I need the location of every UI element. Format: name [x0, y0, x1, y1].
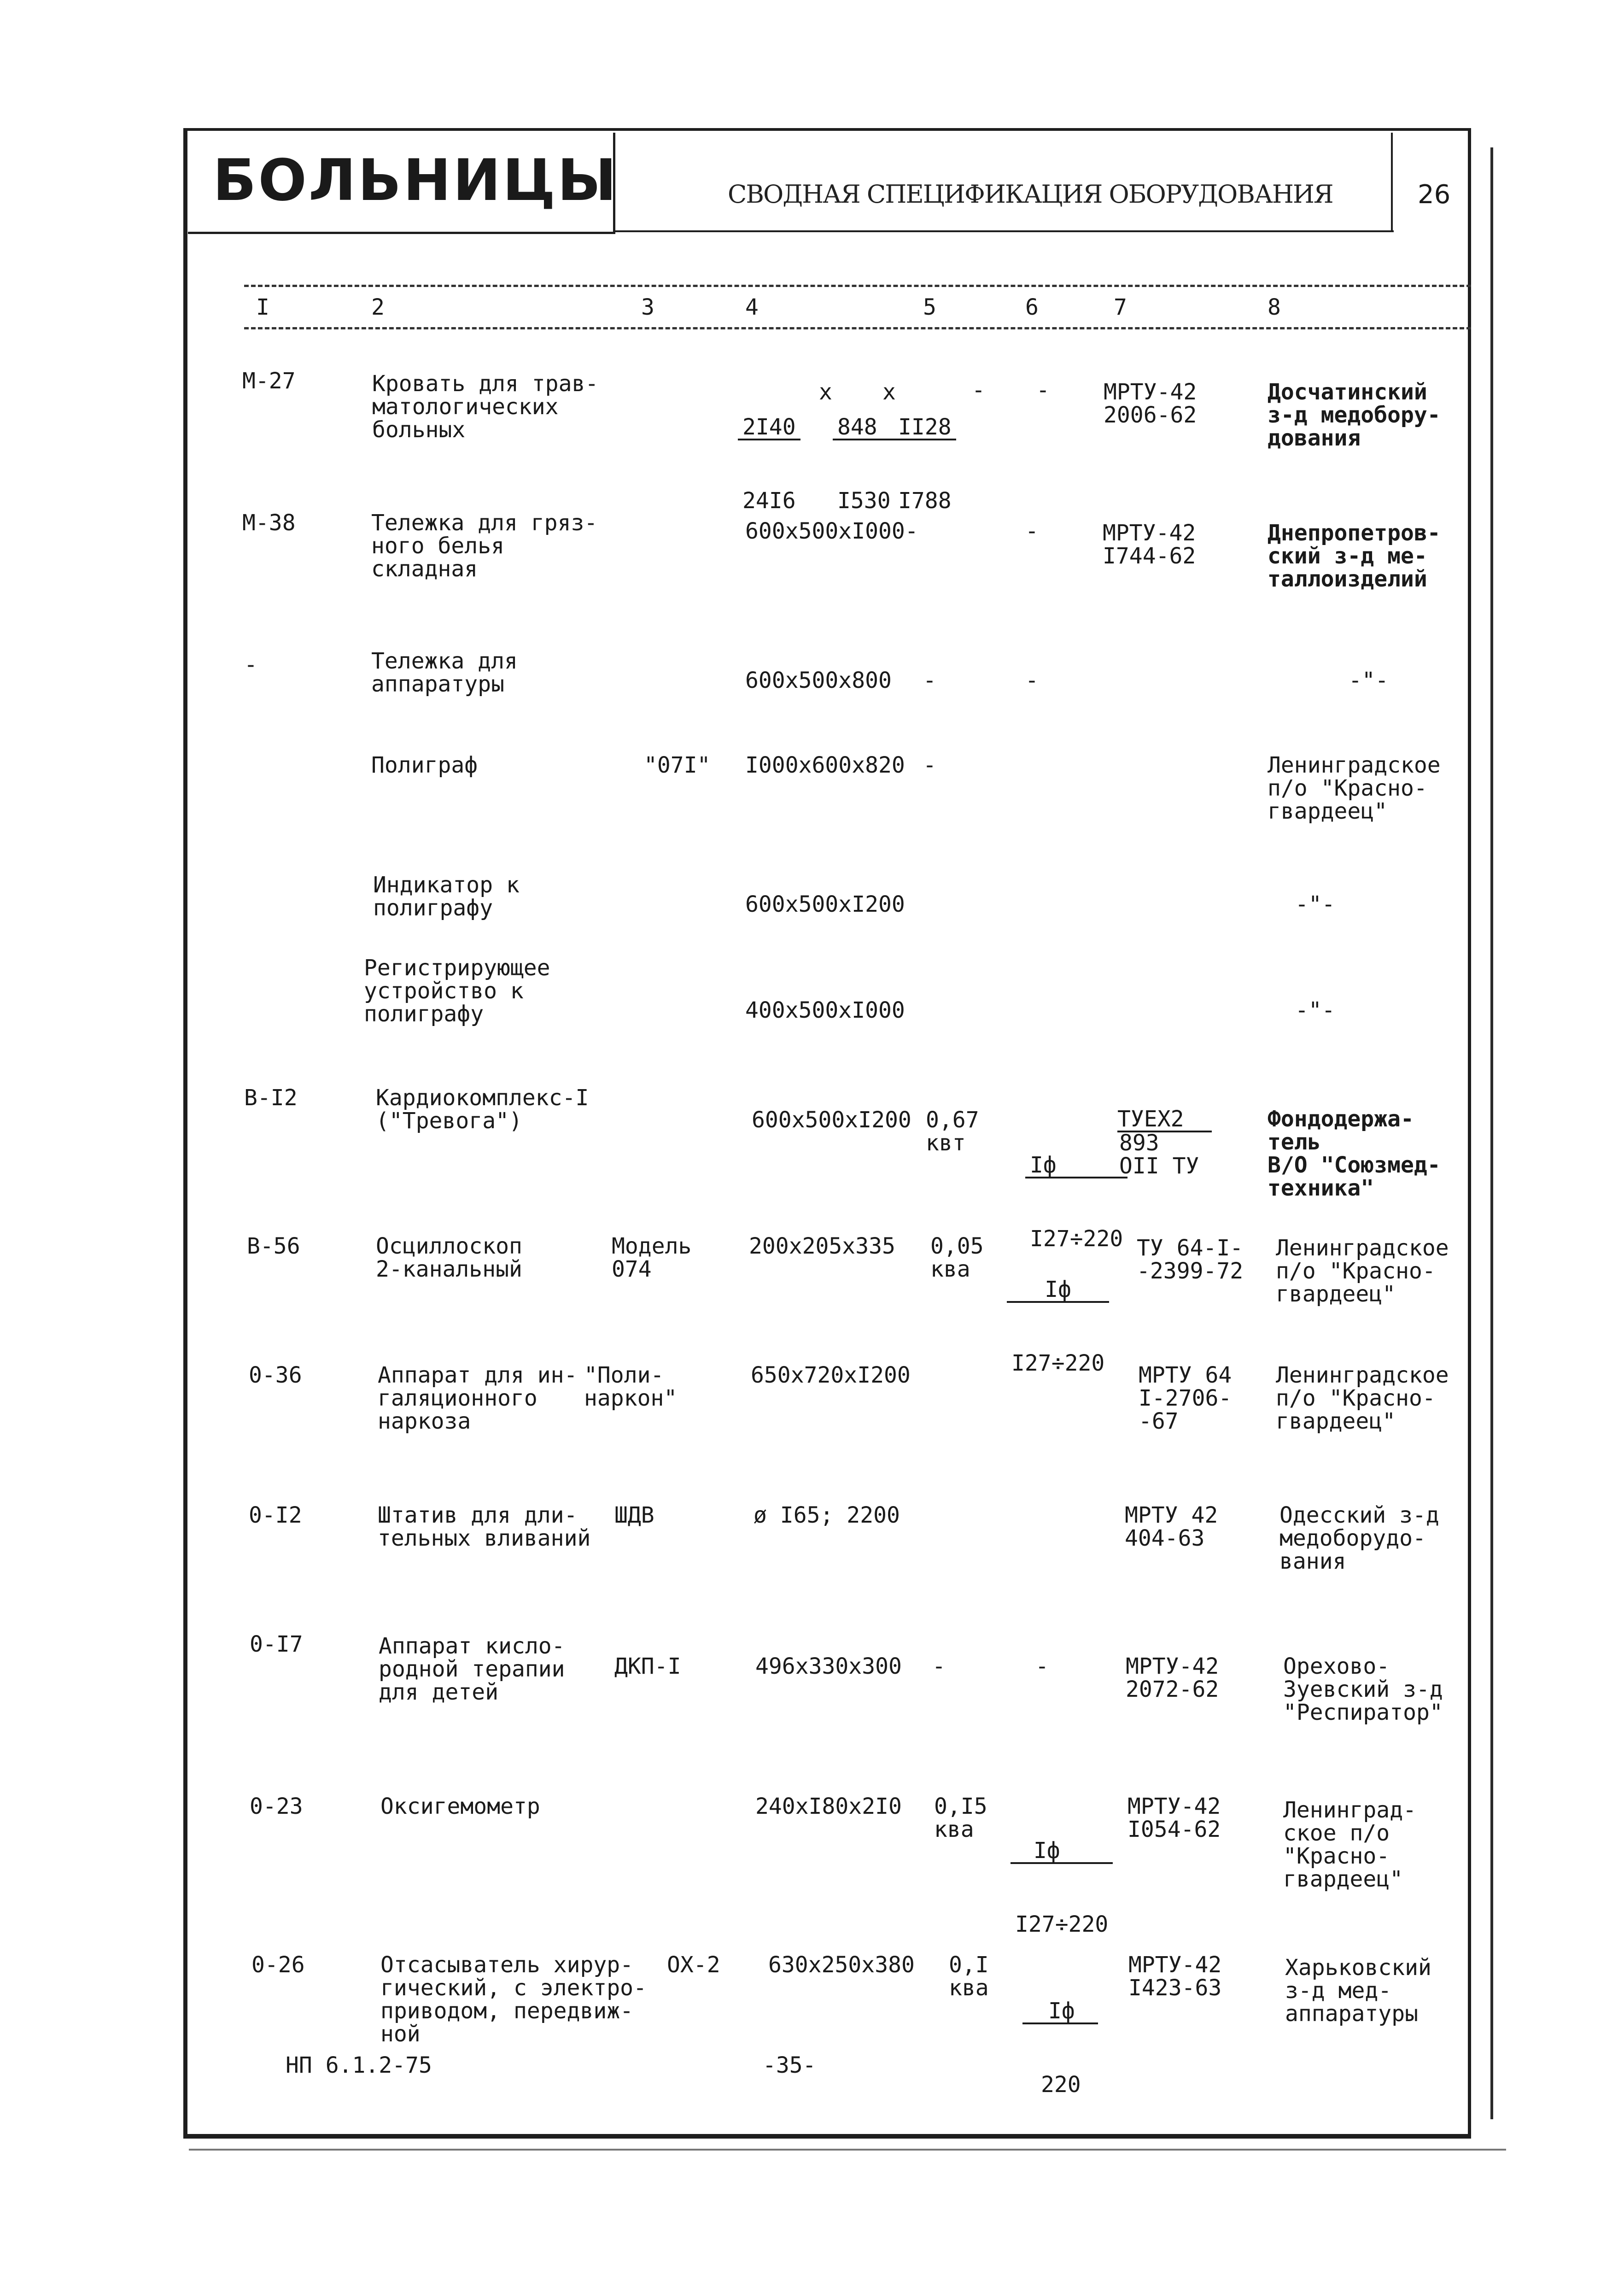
row13-phase-top: Iф	[1022, 1999, 1098, 2024]
row10-standard: МРТУ 42 404-63	[1125, 1502, 1218, 1551]
row1-dim-2-top: 848	[833, 416, 895, 440]
row13-standard: МРТУ-42 I423-63	[1128, 1952, 1222, 2001]
row13-power: 0,I ква	[949, 1952, 989, 2001]
row4-maker: Ленинградское п/о "Красно- гвардеец"	[1268, 752, 1441, 824]
row8-dims: 200x205x335	[749, 1233, 895, 1259]
row8-phase-bottom: I27÷220	[1011, 1350, 1105, 1376]
row1-maker: Досчатинский з-д медобору- дования	[1268, 379, 1441, 451]
row13-dims: 630x250x380	[768, 1952, 915, 1978]
row12-phase-fraction	[1011, 1793, 1113, 1959]
footer-doc-code: НП 6.1.2-75	[286, 2052, 432, 2078]
row4-power: -	[923, 752, 936, 778]
row2-maker: Днепропетров- ский з-д ме- таллоизделий	[1268, 520, 1441, 592]
row2-name: Тележка для гряз- ного белья складная	[371, 510, 598, 582]
row3-code: -	[244, 652, 257, 678]
row1-dim-3-top: II28	[894, 416, 956, 440]
row9-standard: МРТУ 64 I-2706- -67	[1139, 1362, 1232, 1434]
row3-power: -	[923, 668, 936, 693]
row12-power: 0,I5 ква	[934, 1794, 987, 1842]
header-title: БОЛЬНИЦЫ	[213, 147, 619, 214]
row13-maker: Харьковский з-д мед- аппаратуры	[1285, 1955, 1431, 2027]
row5-dims: 600x500xI200	[745, 891, 905, 917]
row12-maker: Ленинград- ское п/о "Красно- гвардеец"	[1283, 1797, 1416, 1892]
row12-code: 0-23	[250, 1794, 303, 1819]
row10-maker: Одесский з-д медоборудо- вания	[1279, 1502, 1439, 1574]
row12-dims: 240xI80x2I0	[755, 1794, 902, 1819]
row3-dims: 600x500x800	[745, 668, 892, 693]
row6-maker: -"-	[1295, 997, 1335, 1023]
footer-page-label: -35-	[763, 2052, 816, 2078]
row11-dims: 496x330x300	[755, 1653, 902, 1679]
row7-power: 0,67 квт	[926, 1107, 979, 1156]
row6-dims: 400x500xI000	[745, 997, 905, 1023]
row7-phase-bottom: I27÷220	[1030, 1226, 1123, 1252]
row8-maker: Ленинградское п/о "Красно- гвардеец"	[1276, 1235, 1449, 1307]
row2-dims: 600x500xI000-	[745, 518, 918, 544]
row10-model: ШДВ	[614, 1502, 654, 1528]
row11-model: ДКП-I	[614, 1653, 681, 1679]
row2-standard: МРТУ-42 I744-62	[1103, 520, 1196, 569]
row7-code: В-I2	[244, 1085, 298, 1111]
row9-dims: 650x720xI200	[751, 1362, 911, 1388]
row13-name: Отсасыватель хирур- гический, с электро- приводом, передвиж- ной	[380, 1952, 647, 2047]
row11-phase: -	[1035, 1653, 1049, 1679]
row1-dim-times-1: x	[819, 379, 832, 405]
row6-name: Регистрирующее устройство к полиграфу	[364, 955, 550, 1027]
row8-phase-top: Iф	[1007, 1278, 1109, 1303]
row11-standard: МРТУ-42 2072-62	[1126, 1653, 1219, 1702]
column-header-1: I	[256, 294, 269, 320]
page-edge-right	[1490, 147, 1493, 2119]
row9-model: "Поли- наркон"	[584, 1362, 678, 1411]
row2-code: М-38	[242, 510, 296, 536]
row7-standard: 893 ОII ТУ	[1119, 1130, 1199, 1179]
row10-code: 0-I2	[249, 1502, 302, 1528]
page-edge-bottom	[189, 2149, 1506, 2151]
column-header-5: 5	[923, 294, 936, 320]
row1-dim-2-bottom: I530	[837, 488, 891, 514]
row3-name: Тележка для аппаратуры	[371, 648, 518, 697]
row12-phase-bottom: I27÷220	[1015, 1911, 1109, 1937]
header-page-number: 26	[1418, 180, 1451, 210]
row7-maker: Фондодержа- тель В/О "Союзмед- техника"	[1268, 1106, 1441, 1201]
row2-phase: -	[1025, 518, 1039, 544]
row8-code: В-56	[247, 1233, 300, 1259]
row9-code: 0-36	[249, 1362, 302, 1388]
column-header-3: 3	[641, 294, 654, 320]
column-header-2: 2	[371, 294, 385, 320]
column-header-8: 8	[1268, 294, 1281, 320]
header-page-divider	[1391, 133, 1393, 232]
row7-phase-top: Iф	[1025, 1154, 1127, 1178]
row1-phase: -	[1036, 377, 1050, 403]
row1-dim-1-bottom: 24I6	[742, 488, 796, 514]
column-header-rule-top	[244, 285, 1471, 287]
row1-name: Кровать для трав- матологических больных	[372, 371, 599, 443]
row1-code: М-27	[242, 368, 296, 394]
row12-name: Оксигемометр	[380, 1794, 540, 1819]
row13-phase-bottom: 220	[1041, 2072, 1081, 2098]
row12-phase-top: Iф	[1011, 1839, 1113, 1864]
row10-name: Штатив для дли- тельных вливаний	[378, 1502, 591, 1551]
row9-maker: Ленинградское п/о "Красно- гвардеец"	[1276, 1362, 1449, 1434]
row7-dims: 600x500xI200	[752, 1107, 911, 1133]
header-rule	[615, 230, 1394, 232]
row1-standard: МРТУ-42 2006-62	[1104, 379, 1197, 428]
column-header-6: 6	[1025, 294, 1039, 320]
column-header-rule-bottom	[244, 327, 1471, 329]
row3-phase: -	[1025, 668, 1039, 693]
header-subtitle: СВОДНАЯ СПЕЦИФИКАЦИЯ ОБОРУДОВАНИЯ	[728, 180, 1333, 209]
row8-name: Осциллоскоп 2-канальный	[376, 1233, 522, 1282]
row3-maker: -"-	[1349, 668, 1389, 693]
column-header-7: 7	[1114, 294, 1127, 320]
row1-dim-times-2: x	[882, 379, 896, 405]
row13-phase-fraction	[1022, 1953, 1098, 2119]
row10-dims: ø I65; 2200	[754, 1502, 900, 1528]
row8-standard: ТУ 64-I- -2399-72	[1137, 1235, 1244, 1284]
row13-model: ОХ-2	[667, 1952, 720, 1978]
row8-power: 0,05 ква	[930, 1233, 984, 1282]
row5-name: Индикатор к полиграфу	[373, 872, 520, 921]
row1-dim-1-top: 2I40	[738, 416, 800, 440]
row1-dim-fraction-1	[738, 369, 800, 535]
row11-power: -	[932, 1653, 946, 1679]
row5-maker: -"-	[1295, 891, 1335, 917]
row4-name: Полиграф	[371, 752, 478, 778]
row1-power: -	[972, 377, 985, 403]
row13-code: 0-26	[251, 1952, 305, 1978]
row1-dim-3-bottom: I788	[898, 488, 952, 514]
row7-name: Кардиокомплекс-I ("Тревога")	[376, 1085, 589, 1134]
row11-name: Аппарат кисло- родной терапии для детей	[379, 1633, 565, 1705]
row11-code: 0-I7	[250, 1631, 303, 1657]
row8-model: Модель 074	[612, 1233, 692, 1282]
row4-model: "07I"	[644, 752, 711, 778]
row11-maker: Орехово- Зуевский з-д "Респиратор"	[1283, 1653, 1443, 1725]
row4-dims: I000x600x820	[745, 752, 905, 778]
row9-name: Аппарат для ин- галяционного наркоза	[378, 1362, 578, 1434]
row7-standard-top: ТУЕХ2	[1117, 1108, 1212, 1132]
row1-dim-fraction-3	[894, 369, 956, 535]
row12-standard: МРТУ-42 I054-62	[1127, 1794, 1221, 1842]
row8-phase-fraction	[1007, 1232, 1109, 1398]
column-header-4: 4	[745, 294, 759, 320]
